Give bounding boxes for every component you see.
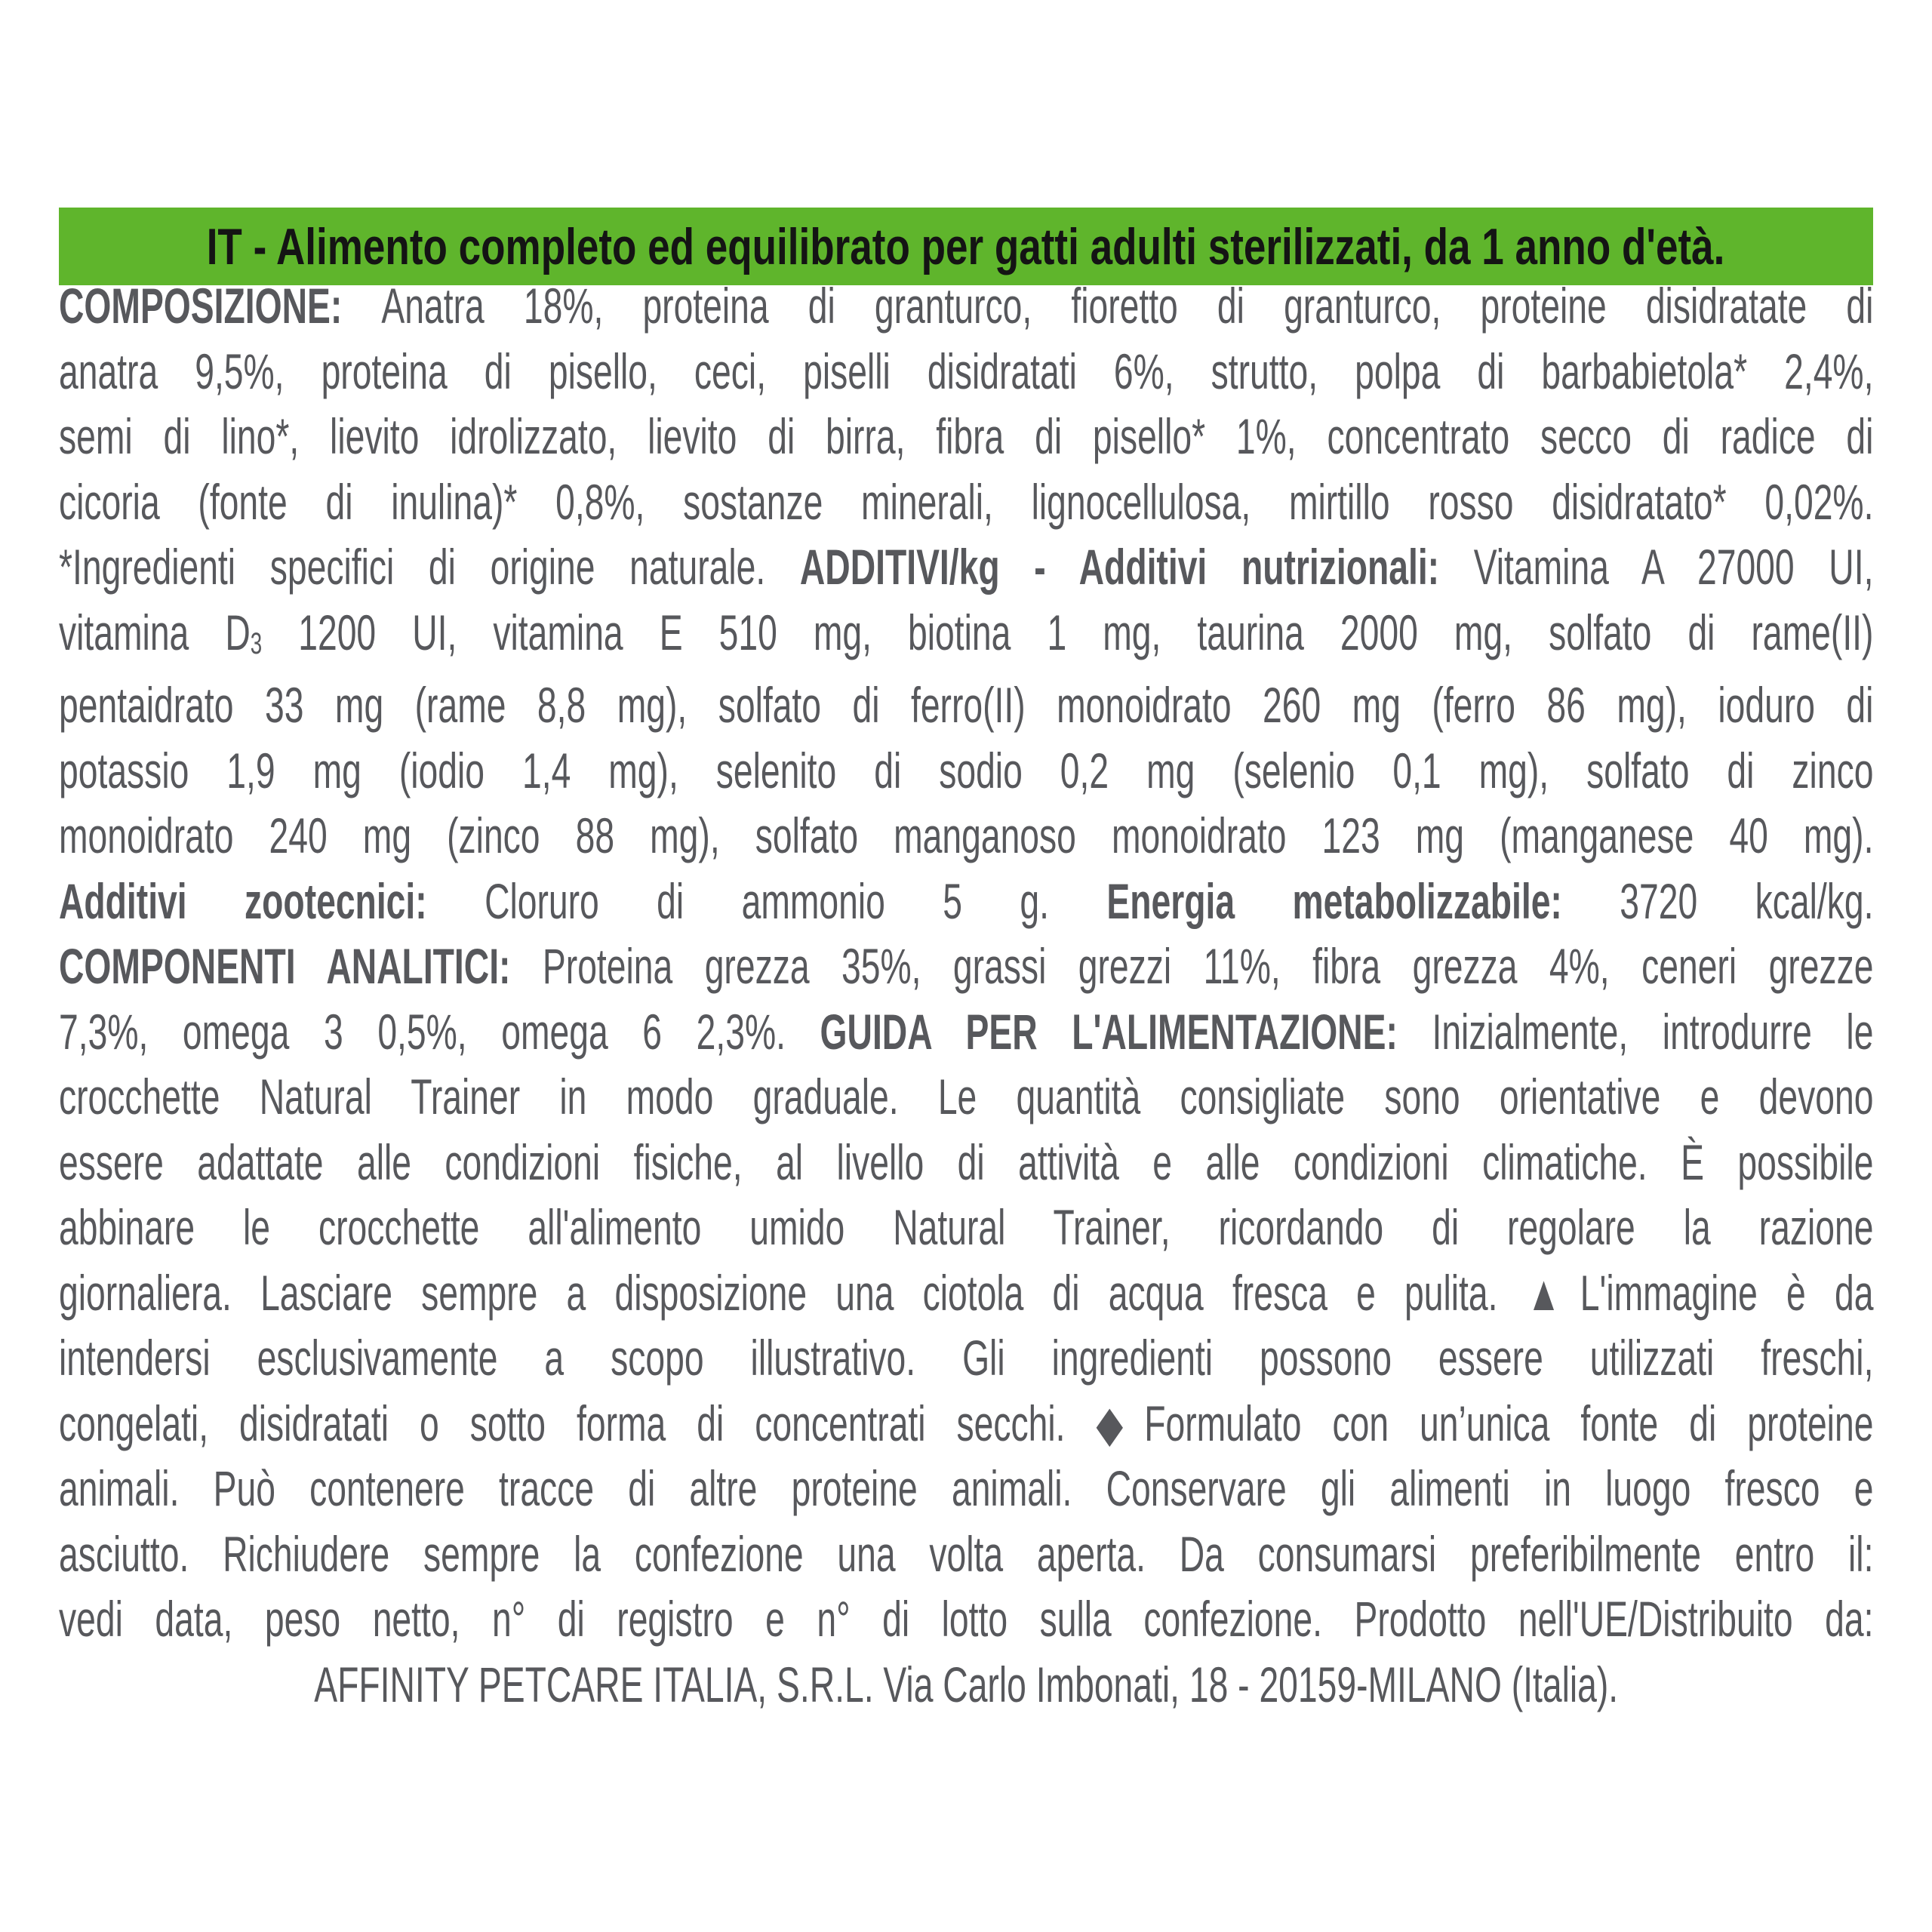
label-text-bold-segment: Additivi zootecnici:: [59, 872, 485, 929]
label-text-segment: Proteina grezza 35%, grassi grezzi 11%, fibra grezza 4%, ceneri grezze: [542, 938, 1874, 994]
label-text-line: [59, 1260, 1873, 1326]
label-text-line: [59, 1064, 1873, 1130]
label-text-segment: potassio 1,9 mg (iodio 1,4 mg), selenito di sodio 0,2 mg (selenio 0,1 mg), solfato di zinco: [59, 742, 1874, 798]
label-text-line: [59, 869, 1873, 934]
label-text-segment: *Ingredienti specifici di origine naturale.: [59, 539, 800, 595]
label-text-segment: semi di lino*, lievito idrolizzato, lievito di birra, fibra di pisello* 1%, concentrato secco di radice di: [59, 408, 1874, 464]
label-text-segment: crocchette Natural Trainer in modo graduale. Le quantità consigliate sono orientative e devono: [59, 1069, 1874, 1124]
label-text-line: [59, 404, 1873, 469]
label-text-segment: 7,3%, omega 3 0,5%, omega 6 2,3%.: [59, 1003, 820, 1060]
label-text-segment: giornaliera. Lasciare sempre a disposizione una ciotola di acqua fresca e pulita. ▲L'immagine è da: [59, 1264, 1874, 1321]
label-text-subscript: 3: [250, 627, 263, 661]
label-text-segment: 3720 kcal/kg.: [1620, 872, 1874, 929]
label-body-text: [59, 273, 1873, 1717]
label-text-segment: monoidrato 240 mg (zinco 88 mg), solfato manganoso monoidrato 123 mg (manganese 40 mg).: [59, 808, 1874, 863]
label-text-bold-segment: COMPOSIZIONE:: [59, 278, 382, 334]
label-text-line: [59, 672, 1873, 738]
label-text-line: [59, 1456, 1873, 1521]
label-text-segment: Cloruro di ammonio 5 g.: [485, 872, 1107, 929]
label-text-segment: anatra 9,5%, proteina di pisello, ceci, piselli disidratati 6%, strutto, polpa di barbabietola* 2,4%,: [59, 343, 1874, 399]
label-text-line: [59, 1586, 1873, 1652]
label-text-segment: cicoria (fonte di inulina)* 0,8%, sostanze minerali, lignocellulosa, mirtillo rosso disidratato* 0,02%.: [59, 473, 1874, 530]
label-text-segment: 1200 UI, vitamina E 510 mg, biotina 1 mg, taurina 2000 mg, solfato di rame(II): [262, 604, 1874, 660]
label-text-line: [59, 469, 1873, 535]
label-text-line: [59, 600, 1873, 673]
label-text-line: [59, 1521, 1873, 1587]
label-text-segment: congelati, disidratati o sotto forma di concentrati secchi. ◆Formulato con un’unica fonte di proteine: [59, 1395, 1874, 1451]
label-text-line: [59, 1130, 1873, 1195]
label-text-bold-segment: Energia metabolizzabile:: [1106, 872, 1620, 929]
label-text-line: [59, 803, 1873, 869]
label-text-segment: pentaidrato 33 mg (rame 8,8 mg), solfato di ferro(II) monoidrato 260 mg (ferro 86 mg), ioduro di: [59, 677, 1874, 733]
label-text-line: [59, 273, 1873, 339]
label-text-line: [59, 738, 1873, 804]
label-text-segment: Anatra 18%, proteina di granturco, fioretto di granturco, proteine disidratate di: [381, 278, 1874, 334]
label-text-bold-segment: GUIDA PER L'ALIMENTAZIONE:: [820, 1003, 1432, 1060]
label-text-line: [59, 1652, 1873, 1718]
label-text-segment: animali. Può contenere tracce di altre proteine animali. Conservare gli alimenti in luogo fresco e: [59, 1460, 1874, 1516]
label-text-segment: Inizialmente, introdurre le: [1432, 1003, 1874, 1060]
label-text-segment: AFFINITY PETCARE ITALIA, S.R.L. Via Carlo Imbonati, 18 - 20159-MILANO (Italia).: [314, 1656, 1619, 1712]
label-text-line: [59, 1325, 1873, 1391]
label-text-segment: vitamina D: [59, 604, 251, 660]
label-text-segment: intendersi esclusivamente a scopo illustrativo. Gli ingredienti possono essere utilizzati freschi,: [59, 1330, 1874, 1386]
label-text-line: [59, 999, 1873, 1065]
header-title: IT - Alimento completo ed equilibrato per gatti adulti sterilizzati, da 1 anno d'età.: [207, 217, 1725, 275]
label-text-line: [59, 1391, 1873, 1457]
label-text-bold-segment: ADDITIVI/kg - Additivi nutrizionali:: [799, 539, 1474, 595]
label-text-line: [59, 339, 1873, 405]
label-text-segment: essere adattate alle condizioni fisiche, al livello di attività e alle condizioni climatiche. È possibile: [59, 1134, 1874, 1190]
label-text-line: [59, 1195, 1873, 1260]
label-text-bold-segment: COMPONENTI ANALITICI:: [59, 938, 543, 994]
label-text-segment: vedi data, peso netto, n° di registro e n° di lotto sulla confezione. Prodotto nell'UE/Distribuito da:: [59, 1591, 1874, 1647]
label-text-segment: asciutto. Richiudere sempre la confezione una volta aperta. Da consumarsi preferibilmente entro il:: [59, 1525, 1874, 1582]
label-text-segment: abbinare le crocchette all'alimento umido Natural Trainer, ricordando di regolare la razione: [59, 1199, 1874, 1255]
label-text-segment: Vitamina A 27000 UI,: [1473, 539, 1874, 595]
label-text-line: [59, 534, 1873, 600]
label-text-line: [59, 934, 1873, 999]
